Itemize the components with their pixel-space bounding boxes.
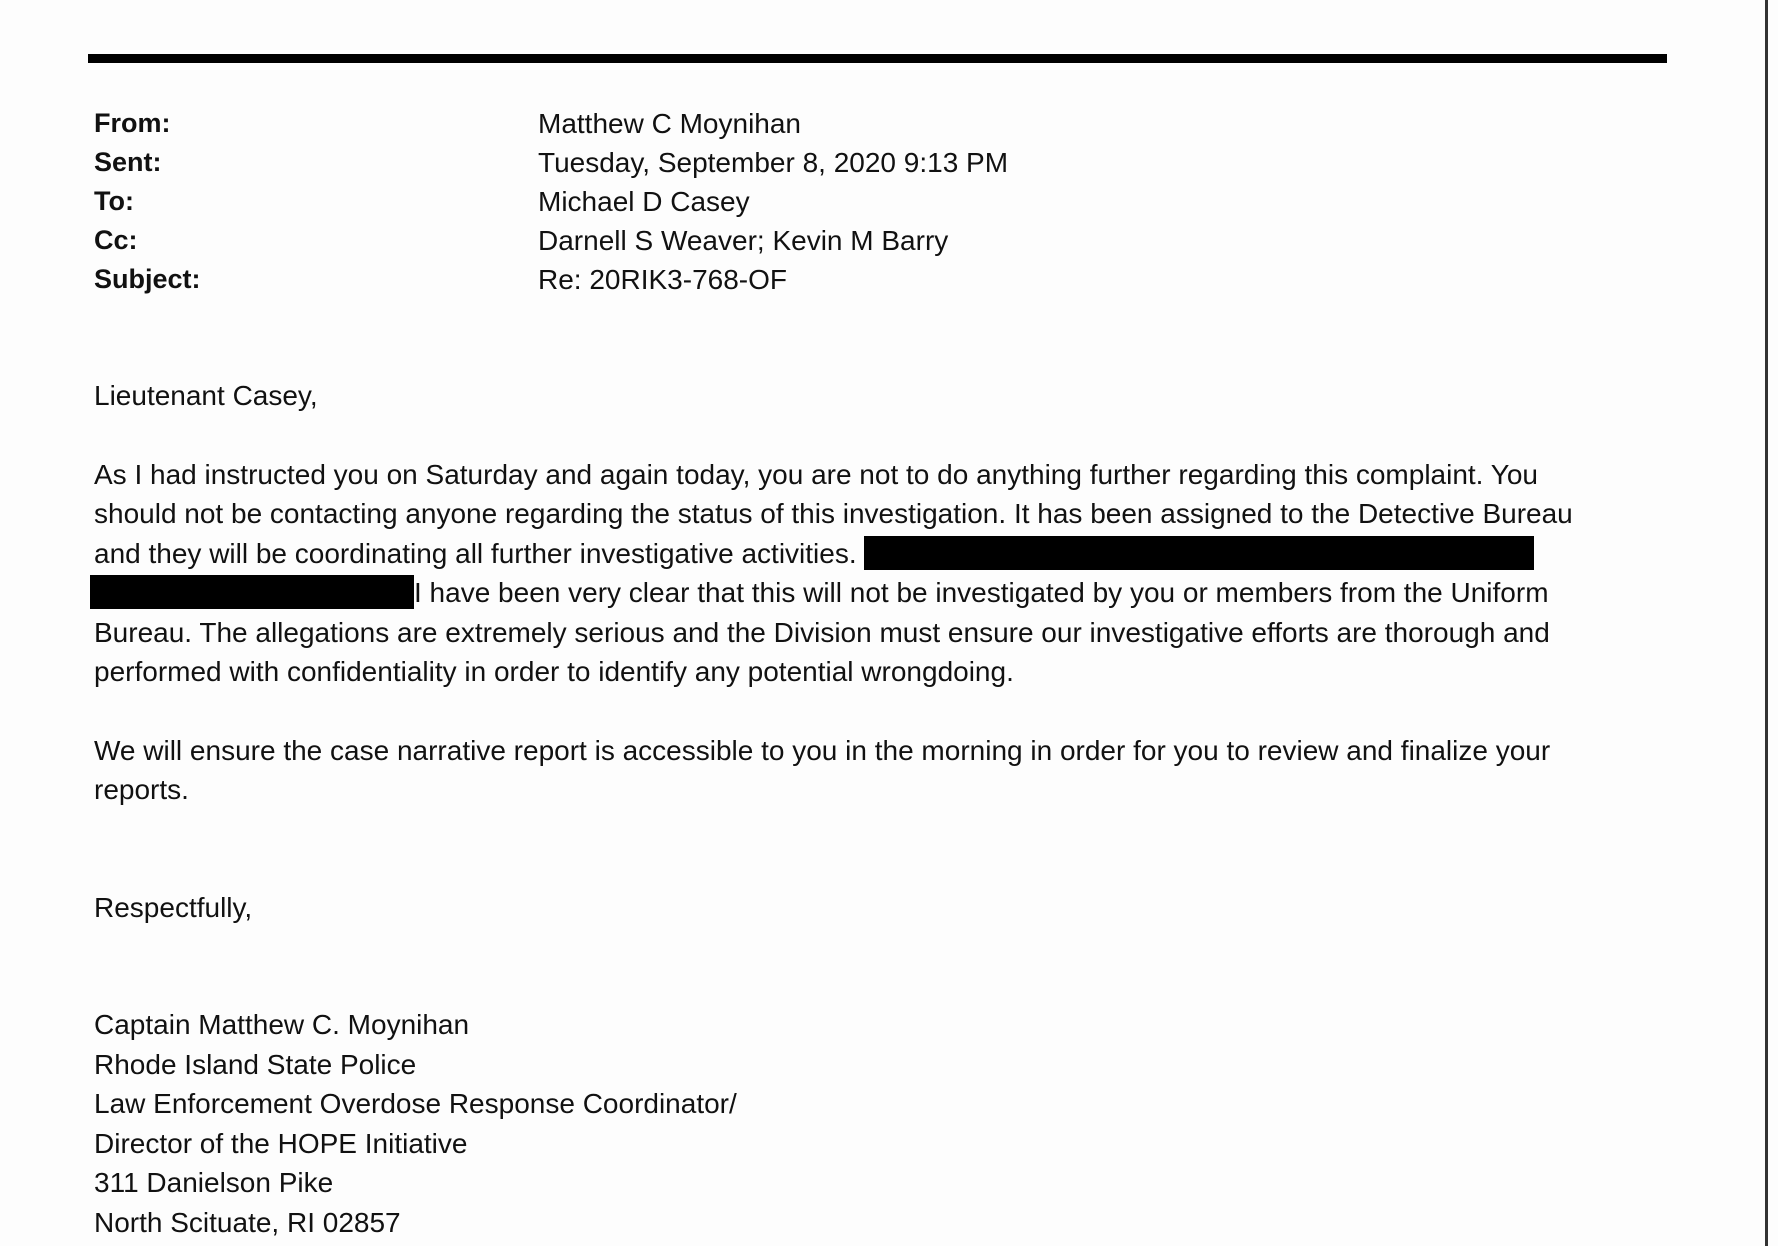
to-row xyxy=(94,182,1494,221)
signature-block xyxy=(94,1005,1674,1242)
email-header xyxy=(94,104,1494,299)
body-line: As I had instructed you on Saturday and again today, you are not to do anything further regarding this complaint. You xyxy=(94,458,1538,490)
body-line: We will ensure the case narrative report is accessible to you in the morning in order for you to review and finalize your xyxy=(94,734,1551,766)
body-line-with-redaction xyxy=(94,534,1674,574)
sent-row xyxy=(94,143,1494,182)
signature-address: North Scituate, RI 02857 xyxy=(94,1206,401,1238)
body-line-with-redaction xyxy=(94,573,1674,613)
top-rule xyxy=(88,54,1667,63)
body-line: I have been very clear that this will not be investigated by you or members from the Uniform xyxy=(414,577,1549,608)
closing: Respectfully, xyxy=(94,891,253,923)
signature-title: Director of the HOPE Initiative xyxy=(94,1127,468,1159)
cc-label: Cc: xyxy=(94,225,138,255)
page-edge xyxy=(1765,0,1768,1246)
signature-name: Captain Matthew C. Moynihan xyxy=(94,1009,470,1040)
body-line: Bureau. The allegations are extremely serious and the Division must ensure our investigative efforts are thorough and xyxy=(94,616,1550,648)
redaction-box xyxy=(864,536,1534,570)
subject-value: Re: 20RIK3-768-OF xyxy=(538,264,787,295)
body-line: and they will be coordinating all further investigative activities. xyxy=(94,537,857,569)
sent-value: Tuesday, September 8, 2020 9:13 PM xyxy=(538,147,1009,178)
cc-row xyxy=(94,221,1494,260)
signature-org: Rhode Island State Police xyxy=(94,1048,417,1080)
from-label: From: xyxy=(94,108,171,138)
sent-label: Sent: xyxy=(94,147,162,177)
paragraph-1 xyxy=(94,455,1674,692)
to-value: Michael D Casey xyxy=(538,186,750,217)
redaction-box xyxy=(90,575,414,609)
signature-address: 311 Danielson Pike xyxy=(94,1167,334,1198)
greeting: Lieutenant Casey, xyxy=(94,380,318,411)
from-value: Matthew C Moynihan xyxy=(538,108,802,139)
to-label: To: xyxy=(94,186,134,216)
body-line: performed with confidentiality in order to identify any potential wrongdoing. xyxy=(94,656,1014,687)
body-line: reports. xyxy=(94,774,189,805)
subject-row xyxy=(94,260,1494,299)
paragraph-2 xyxy=(94,731,1674,810)
subject-label: Subject: xyxy=(94,264,201,294)
cc-value: Darnell S Weaver; Kevin M Barry xyxy=(538,225,949,256)
email-body xyxy=(94,376,1674,1242)
signature-title: Law Enforcement Overdose Response Coordinator/ xyxy=(94,1088,737,1119)
body-line: should not be contacting anyone regarding the status of this investigation. It has been assigned to the Detective Bureau xyxy=(94,498,1573,529)
from-row xyxy=(94,104,1494,143)
